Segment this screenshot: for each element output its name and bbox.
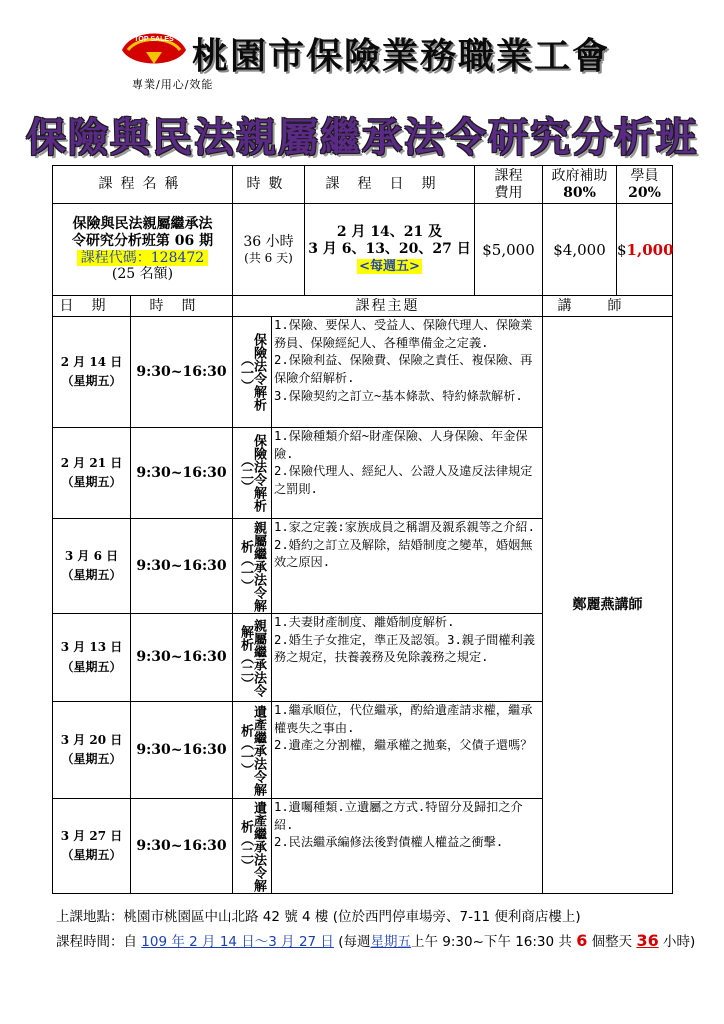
session-topic-content [272,519,542,613]
session-topic-title-text: 遺產繼承法令解析（二） [238,800,266,892]
time-line [56,928,695,954]
topic-line: 2.遺產之分割權，繼承權之拋棄，父債子還嗎？ [274,738,533,753]
session-topic-title-text: 親屬繼承法令解析（二） [238,618,266,697]
header-fee [475,166,543,204]
student-fee-value [617,204,673,296]
session-topic-title-text: 遺產繼承法令解析（一） [238,704,266,796]
session-row [53,317,673,428]
session-topic-content [272,428,542,518]
session-topic-title [233,428,272,518]
session-topic-cell [233,317,543,428]
session-date-cell [53,614,131,702]
header-student-line2: 20% [628,184,661,201]
subheader-instructor: 講師 [543,296,673,317]
session-topic-title [233,614,272,701]
footer [56,906,695,955]
session-time: 9:30~16:30 [131,317,233,428]
header-gov-subsidy [543,166,617,204]
time-end: 小時) [658,934,696,951]
course-title: 保險與民法親屬繼承法令研究分析班 [26,114,698,161]
course-code-badge: 課程代碼：128472 [77,250,208,267]
header-student-line1: 學員 [630,167,659,184]
session-topic-cell [233,519,543,614]
time-mid: 上午 9:30~下午 16:30 共 [411,934,577,951]
course-name-line2: 令研究分析班第 06 期 [71,232,214,249]
time-days: 6 [576,931,588,951]
topic-line: 3.保險契約之訂立~基本條款、特約條款解析. [274,388,523,403]
topic-line: 1.遺囑種類.立遺屬之方式.特留分及歸扣之介紹. [274,800,523,832]
session-date: 3 月 20 日 [60,732,123,747]
header-fee-line2: 費用 [494,184,523,201]
instructor-cell: 鄭麗燕講師 [543,317,673,894]
topic-line: 2.保險利益、保險費、保險之責任、複保險、再保險介紹解析. [274,353,533,386]
subheader-time: 時間 [131,296,233,317]
topic-line: 1.夫妻財產制度、離婚制度解析. [274,615,455,629]
session-topic-cell [233,614,543,702]
course-name-line1: 保險與民法親屬繼承法 [72,215,213,232]
session-topic-cell [233,428,543,519]
session-time: 9:30~16:30 [131,614,233,702]
topic-line: 2.民法繼承編修法後對債權人權益之衝擊. [274,835,504,850]
session-topic-cell [233,702,543,799]
subheader-row [53,296,673,317]
session-date: 3 月 27 日 [60,828,123,843]
time-hours: 36 [636,931,659,951]
session-topic-title [233,317,272,427]
session-topic-content [272,799,542,893]
session-topic-title-text: 親屬繼承法令解析（一） [238,520,266,612]
union-name: 桃園市保險業務職業工會 [192,35,611,77]
weekly-badge: <每週五> [359,258,420,274]
session-weekday: （星期五） [61,752,122,766]
session-time: 9:30~16:30 [131,519,233,614]
course-table [52,165,673,894]
header-student-share [617,166,673,204]
location-address: 桃園市桃園區中山北路 42 號 4 樓 (位於西門停車場旁、7-11 便利商店樓上) [123,909,581,925]
session-date-cell [53,799,131,894]
topic-line: 1.繼承順位，代位繼承，酌給遺產請求權，繼承權喪失之事由. [274,703,533,735]
topic-line: 1.保險、要保人、受益人、保險代理人、保險業務員、保險經紀人、各種準備金之定義. [274,318,533,350]
session-date: 2 月 21 日 [60,455,123,470]
session-weekday: （星期五） [61,475,122,489]
subheader-date: 日期 [53,296,131,317]
location-label: 上課地點： [56,909,124,925]
location-line [56,906,695,928]
gov-subsidy-value: $4,000 [543,204,617,296]
session-date: 2 月 14 日 [60,354,123,369]
header-row [53,166,673,204]
session-weekday: （星期五） [61,848,122,862]
session-time: 9:30~16:30 [131,702,233,799]
student-fee-amount: 1,000 [626,240,674,259]
fee-value: $5,000 [475,204,543,296]
session-topic-title [233,799,272,893]
time-label: 課程時間：自 [56,934,142,951]
session-time: 9:30~16:30 [131,428,233,519]
session-topic-title [233,519,272,613]
course-name-cell [53,204,233,296]
logo-text: TOP SALES [134,36,174,43]
dates-cell [305,204,475,296]
union-logo [118,24,190,74]
time-unit: 個整天 [587,934,637,951]
dates-line1: 2 月 14、21 及 [336,224,443,241]
header-course-name: 課程名稱 [53,166,233,204]
session-date-cell [53,519,131,614]
session-topic-cell [233,799,543,894]
time-weekday: 星期五 [370,934,411,951]
student-fee-symbol: $ [617,240,627,259]
session-topic-title [233,702,272,798]
hours-total: 36 小時 [243,233,294,250]
topic-line: 2.婚約之訂立及解除，結婚制度之變革，婚姻無效之原因. [274,537,533,570]
session-topic-title-text: 保險法令解析（一） [238,333,266,411]
session-date: 3 月 13 日 [60,640,123,655]
hours-cell [233,204,305,296]
topic-line: 1.保險種類介紹~財產保險、人身保險、年金保險. [274,429,528,461]
course-info-row [53,204,673,296]
session-topic-content [272,317,542,427]
session-weekday: （星期五） [61,568,122,582]
session-weekday: （星期五） [61,374,122,388]
page-header [0,0,724,100]
subheader-topic: 課程主題 [233,296,543,317]
union-slogan: 專業/用心/效能 [132,78,214,91]
topic-line: 2.保險代理人、經紀人、公證人及違反法律規定之罰則. [274,464,533,497]
header-gov-line2: 80% [563,184,596,201]
course-quota: (25 名額) [111,266,174,283]
session-date-cell [53,428,131,519]
session-topic-content [272,614,542,701]
time-range: 109 年 2 月 14 日～3 月 27 日 [141,934,334,951]
topic-line: 1.家之定義:家族成員之稱謂及親系親等之介紹. [274,520,535,534]
topic-line: 2.婚生子女推定，準正及認領。3.親子間權利義務之規定，扶養義務及免除義務之規定. [274,632,535,665]
session-topic-title-text: 保險法令解析（二） [238,434,266,512]
header-course-dates: 課程日期 [305,166,475,204]
header-fee-line1: 課程 [494,167,523,184]
session-date-cell [53,702,131,799]
header-gov-line1: 政府補助 [551,167,608,184]
time-open: (每週 [333,934,371,951]
session-date-cell [53,317,131,428]
session-topic-content [272,702,542,798]
session-time: 9:30~16:30 [131,799,233,894]
dates-line2: 3 月 6、13、20、27 日 [308,241,471,258]
session-date: 3 月 6 日 [64,548,119,563]
hours-days: (共 6 天) [244,250,293,265]
header-hours: 時數 [233,166,305,204]
session-weekday: （星期五） [61,659,122,674]
